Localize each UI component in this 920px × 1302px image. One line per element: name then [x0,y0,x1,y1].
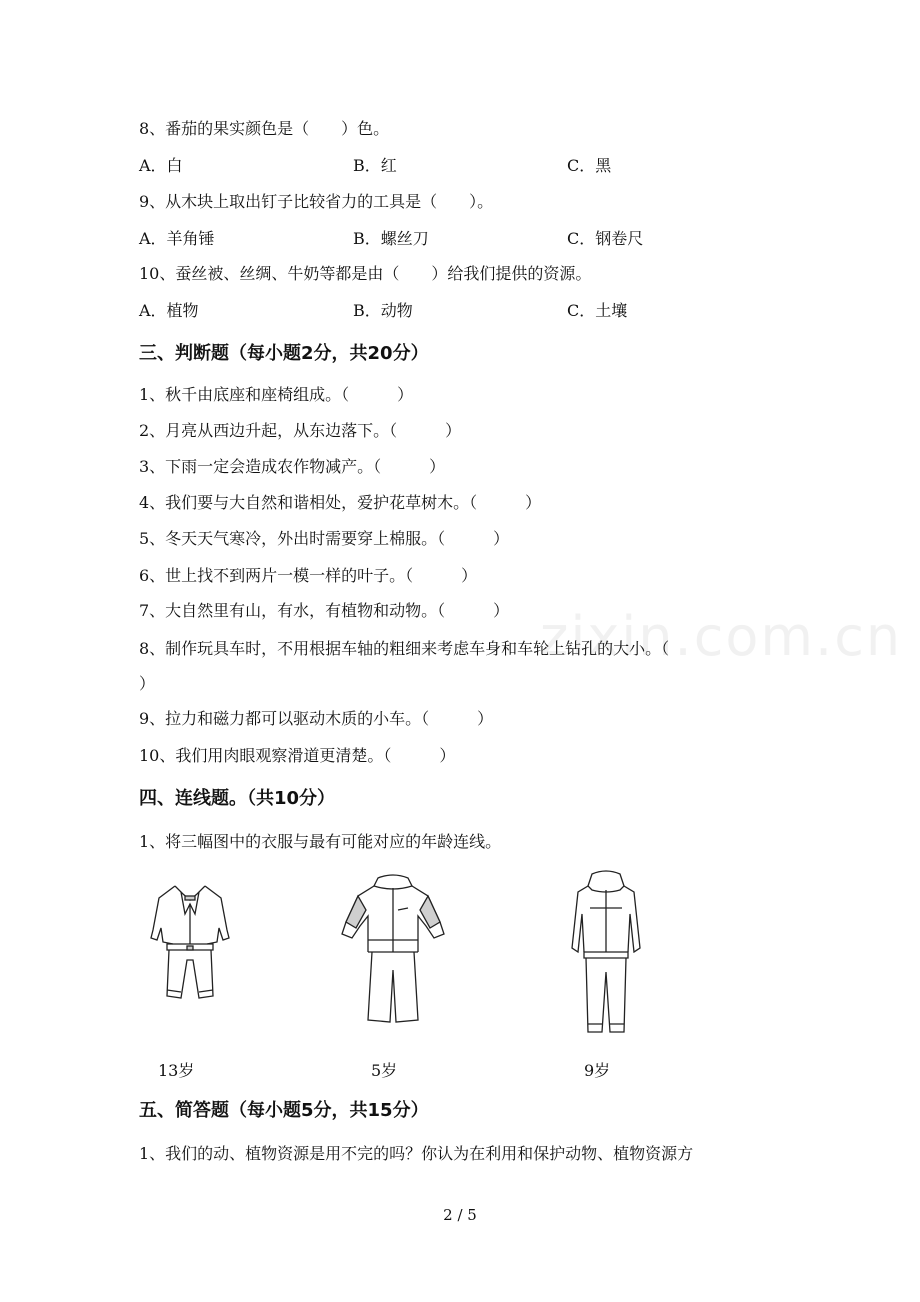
judge-item: 9、拉力和磁力都可以驱动木质的小车。（ ） [139,709,494,728]
matching-question: 1、将三幅图中的衣服与最有可能对应的年龄连线。 [139,832,502,851]
section-heading: 三、判断题（每小题2分，共20分） [139,343,429,364]
option-c: C．黑 [567,156,612,175]
watermark: zixin.com.cn [540,605,903,668]
hoodie-outfit-icon [566,868,646,1038]
question-8: 8、番茄的果实颜色是（ ）色。 [139,119,390,138]
suit-outfit-icon [145,880,235,1005]
judge-item: 8、制作玩具车时，不用根据车轴的粗细来考虑车身和车轮上钻孔的大小。（ [139,639,670,658]
question-9: 9、从木块上取出钉子比较省力的工具是（ ）。 [139,192,494,211]
section-heading: 四、连线题。（共10分） [139,788,336,809]
option-c: C．钢卷尺 [567,229,644,248]
judge-item: 2、月亮从西边升起，从东边落下。（ ） [139,421,462,440]
question-10: 10、蚕丝被、丝绸、牛奶等都是由（ ）给我们提供的资源。 [139,264,592,283]
option-a: A．植物 [139,301,199,320]
jacket-outfit-icon [338,870,448,1030]
judge-item: 7、大自然里有山，有水，有植物和动物。（ ） [139,601,510,620]
section-heading: 五、简答题（每小题5分，共15分） [139,1100,429,1121]
judge-item: 3、下雨一定会造成农作物减产。（ ） [139,457,446,476]
judge-item-continuation: ） [139,674,156,693]
option-c: C．土壤 [567,301,628,320]
judge-item: 5、冬天天气寒冷，外出时需要穿上棉服。（ ） [139,529,510,548]
page-number: 2 / 5 [443,1206,477,1224]
age-label: 9岁 [584,1061,611,1080]
age-label: 5岁 [371,1061,398,1080]
judge-item: 1、秋千由底座和座椅组成。（ ） [139,385,414,404]
option-b: B．动物 [353,301,413,320]
option-a: A．白 [139,156,183,175]
option-a: A．羊角锤 [139,229,215,248]
option-b: B．螺丝刀 [353,229,429,248]
judge-item: 6、世上找不到两片一模一样的叶子。（ ） [139,566,478,585]
option-b: B．红 [353,156,397,175]
short-answer-question: 1、我们的动、植物资源是用不完的吗？你认为在利用和保护动物、植物资源方 [139,1144,694,1163]
judge-item: 10、我们用肉眼观察滑道更清楚。（ ） [139,746,456,765]
judge-item: 4、我们要与大自然和谐相处，爱护花草树木。（ ） [139,493,542,512]
age-label: 13岁 [158,1061,195,1080]
